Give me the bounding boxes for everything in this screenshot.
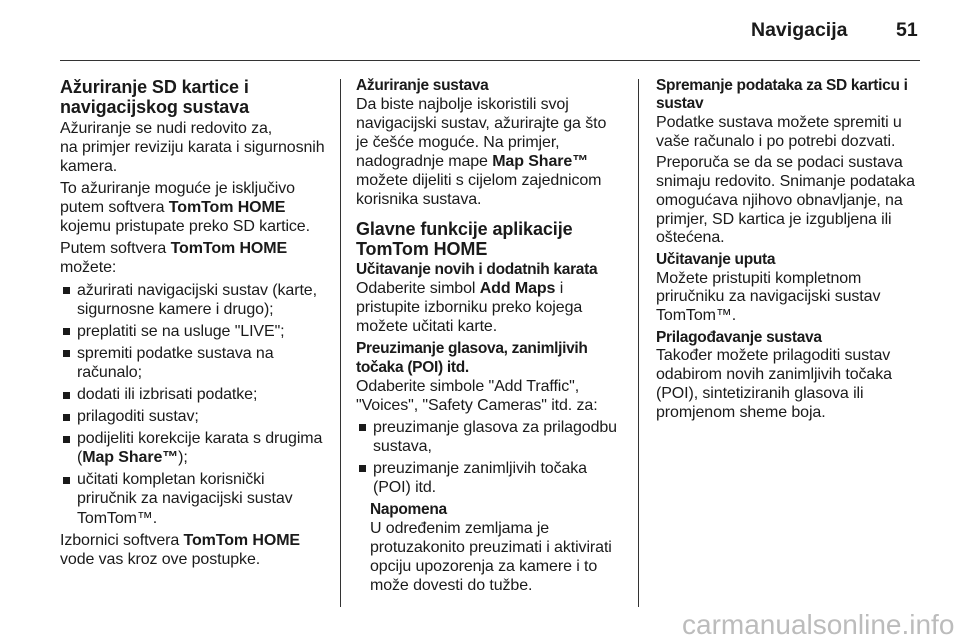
- paragraph-system-update: [356, 95, 631, 209]
- column-divider-left: [340, 79, 341, 607]
- subheading-system-update: Ažuriranje sustava: [356, 76, 489, 94]
- bold-term: TomTom HOME: [168, 199, 286, 217]
- list-item: [60, 429, 335, 467]
- bullet-square-icon: [63, 328, 70, 335]
- note-text: U određenim zemljama je protuzakonito preuzimati i aktivirati opciju upozorenja za kamere i to može dovesti do tužbe.: [370, 519, 612, 594]
- text-run: možete dijeliti s cijelom zajednicom korisnika sustava.: [356, 171, 602, 208]
- list-item-text: preuzimanje zanimljivih točaka (POI) itd.: [373, 459, 587, 496]
- left-column: [60, 77, 335, 569]
- paragraph-software-access: [60, 179, 335, 236]
- bullet-square-icon: [63, 287, 70, 294]
- text-run: podijeliti korekcije karata s drugima (: [77, 430, 323, 467]
- subheading-backup: Spremanje podataka za SD karticu i sustav: [656, 76, 908, 113]
- text-run: To ažuriranje moguće je isključivo putem softvera: [60, 180, 295, 217]
- bold-term: TomTom HOME: [170, 240, 288, 258]
- subheading-manual: Učitavanje uputa: [656, 250, 776, 268]
- page-number: 51: [896, 19, 918, 41]
- middle-column: [356, 76, 631, 595]
- list-item-text: preuzimanje glasova za prilagodbu sustava,: [373, 418, 617, 455]
- bold-term: Map Share™: [82, 449, 179, 467]
- list-item-text: spremiti podatke sustava na računalo;: [77, 344, 274, 381]
- subheading-downloads: Preuzimanje glasova, zanimljivih točaka (POI) itd.: [356, 339, 588, 376]
- right-column: [656, 77, 931, 423]
- list-item-text: preplatiti se na usluge "LIVE";: [77, 322, 285, 340]
- column-divider-right: [638, 79, 639, 607]
- list-item: [356, 418, 631, 456]
- list-item: [60, 385, 335, 404]
- list-item-text: prilagoditi sustav;: [77, 408, 199, 426]
- text-run: kojemu pristupate preko SD kartice.: [60, 218, 310, 236]
- subheading-load-maps: Učitavanje novih i dodatnih karata: [356, 260, 598, 278]
- bold-term: Add Maps: [479, 279, 556, 297]
- paragraph-downloads: Odaberite simbole "Add Traffic", "Voices", "Safety Cameras" itd. za:: [356, 377, 598, 414]
- bold-term: TomTom HOME: [183, 531, 301, 549]
- bullet-square-icon: [63, 392, 70, 399]
- list-item: [60, 407, 335, 426]
- bullet-square-icon: [63, 436, 70, 443]
- text-run: Odaberite simbol: [356, 279, 480, 297]
- bullet-square-icon: [63, 477, 70, 484]
- note-title: Napomena: [370, 500, 447, 518]
- note-block: [356, 500, 631, 595]
- list-item-text: dodati ili izbrisati podatke;: [77, 385, 258, 403]
- text-run: možete:: [60, 259, 117, 277]
- list-item: [356, 459, 631, 497]
- text-run: );: [178, 449, 188, 467]
- subheading-customize: Prilagođavanje sustava: [656, 328, 822, 346]
- bullet-square-icon: [63, 414, 70, 421]
- list-item-text: ažurirati navigacijski sustav (karte, sigurnosne kamere i drugo);: [77, 281, 317, 318]
- section-title: Navigacija: [751, 19, 848, 41]
- paragraph-backup-1: Podatke sustava možete spremiti u vaše računalo i po potrebi dozvati.: [656, 114, 902, 150]
- bullet-square-icon: [359, 424, 366, 431]
- text-run: i pristupite izborniku preko kojega možete učitati karte.: [356, 279, 583, 335]
- paragraph-customize: Također možete prilagoditi sustav odabirom novih zanimljivih točaka (POI), sintetiziranih glasova ili promjenom sheme boja.: [656, 347, 892, 421]
- paragraph-intro: Ažuriranje se nudi redovito za, na primjer reviziju karata i sigurnosnih kamera.: [60, 119, 325, 175]
- bullet-square-icon: [359, 465, 366, 472]
- paragraph-manual: Možete pristupiti kompletnom priručniku za navigacijski sustav TomTom™.: [656, 269, 881, 325]
- paragraph-capabilities-intro: [60, 239, 335, 277]
- paragraph-closing: [60, 531, 335, 569]
- bold-term: Map Share™: [492, 152, 589, 170]
- text-run: vode vas kroz ove postupke.: [60, 550, 261, 568]
- section-heading-main-functions: Glavne funkcije aplikacije TomTom HOME: [356, 218, 573, 259]
- text-run: Da biste najbolje iskoristili svoj navigacijski sustav, ažurirajte ga što je češće moguće. Na primjer, nadogradnje mape: [356, 95, 607, 170]
- list-item: [60, 322, 335, 341]
- bullet-square-icon: [63, 350, 70, 357]
- list-item-text: [77, 430, 322, 466]
- header-rule: [60, 60, 920, 61]
- section-heading-sd-update: Ažuriranje SD kartice i navigacijskog sustava: [60, 76, 249, 118]
- list-item: [60, 281, 335, 319]
- watermark-text: carmanualsonline.info: [682, 609, 955, 640]
- paragraph-backup-2: Preporuča se da se podaci sustava snimaju redovito. Snimanje podataka omogućava njihovo obnavljanje, na primjer, SD kartica je izgubljena ili oštećena.: [656, 154, 915, 247]
- list-item: [60, 344, 335, 382]
- text-run: Putem softvera: [60, 240, 171, 258]
- paragraph-load-maps: [356, 279, 631, 336]
- text-run: Izbornici softvera: [60, 531, 184, 549]
- list-item: [60, 470, 335, 527]
- list-item-text: učitati kompletan korisnički priručnik za navigacijski sustav TomTom™.: [77, 471, 293, 527]
